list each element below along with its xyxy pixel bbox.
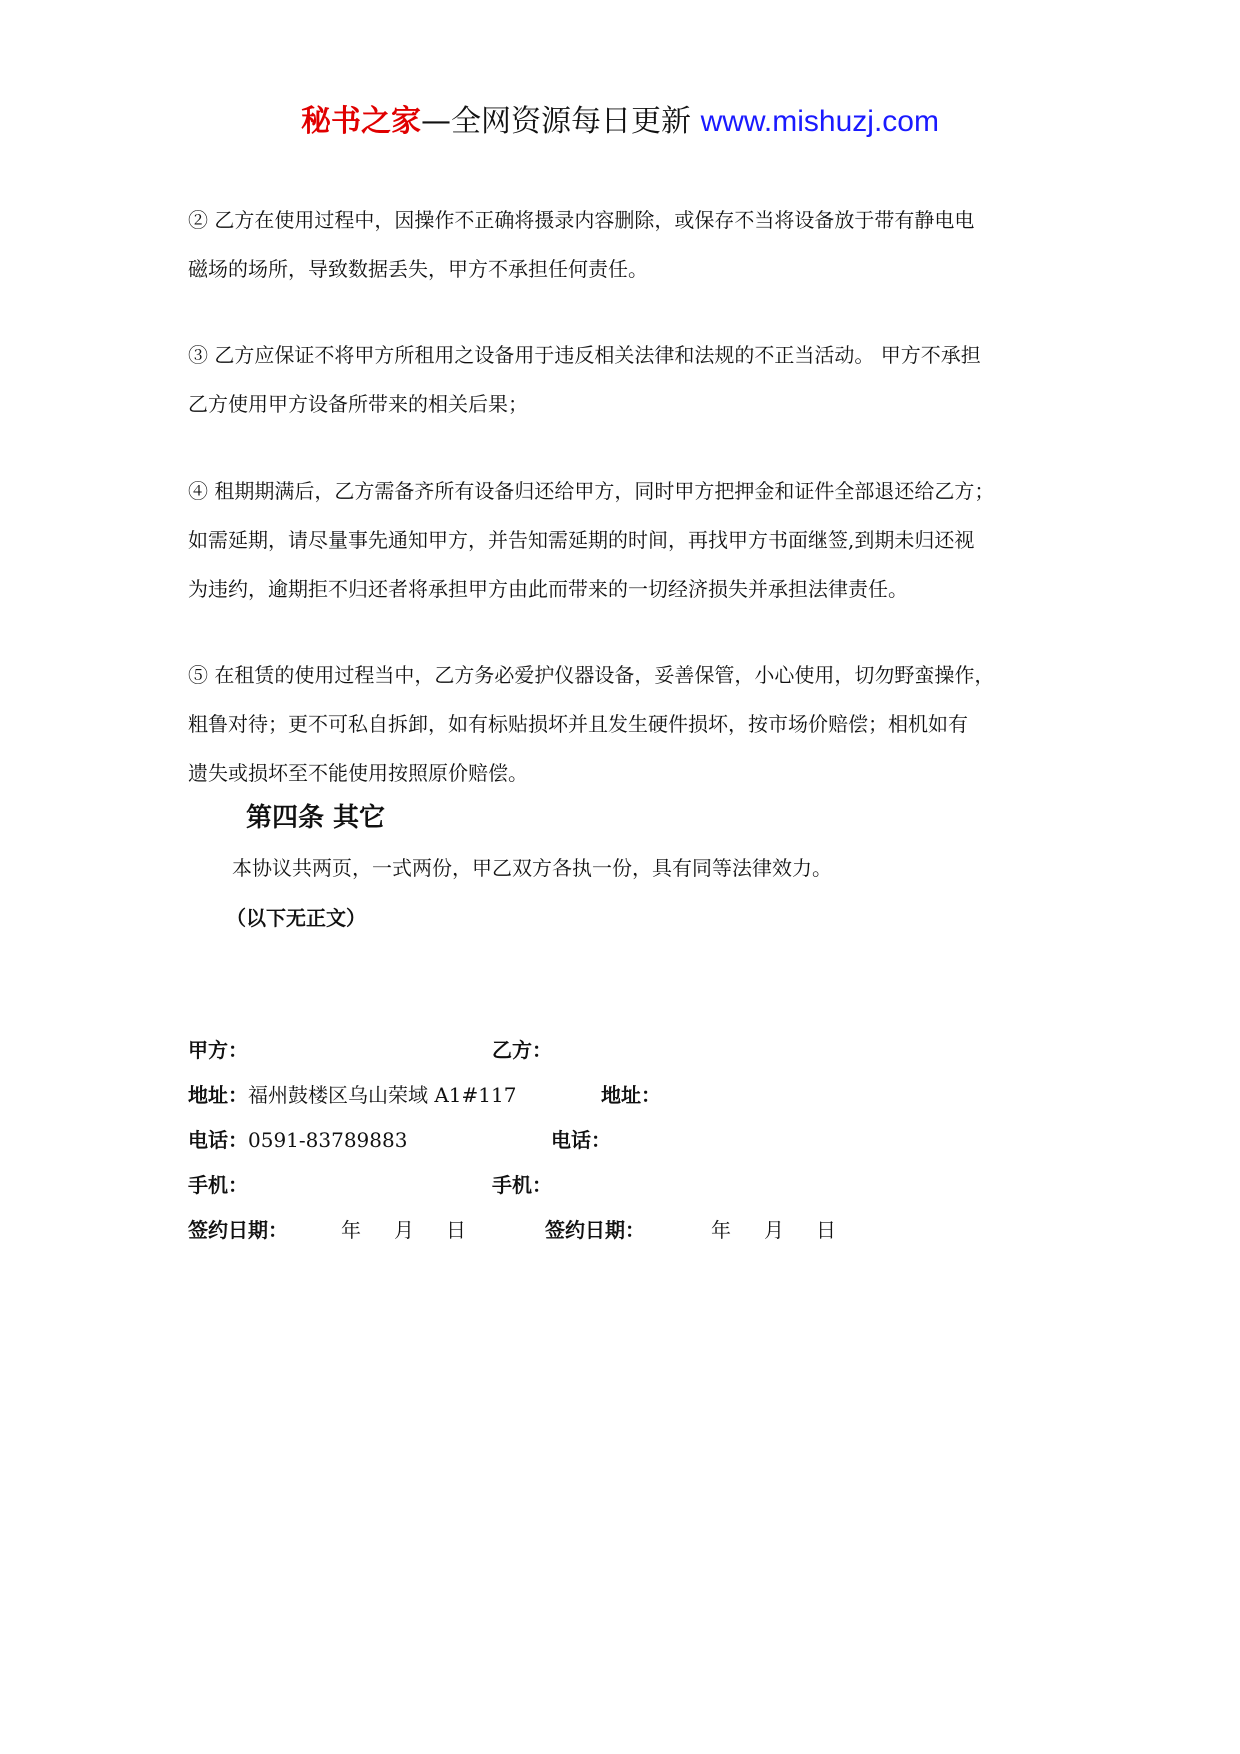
party-b-month: 月: [764, 1218, 784, 1242]
party-b-mobile-label: 手机：: [492, 1173, 552, 1197]
clause-4: [188, 467, 1058, 614]
party-b-label: 乙方：: [492, 1038, 552, 1062]
party-a-date-label: 签约日期：: [188, 1218, 288, 1242]
party-a-phone-label: 电话：: [188, 1128, 248, 1152]
clause-line: ② 乙方在使用过程中，因操作不正确将摄录内容删除，或保存不当将设备放于带有静电电: [188, 208, 975, 232]
party-b-date-row: [545, 1215, 645, 1245]
clause-line: 磁场的场所，导致数据丢失，甲方不承担任何责任。: [188, 257, 648, 281]
party-b-day: 日: [816, 1218, 836, 1242]
party-a-label: 甲方：: [188, 1038, 248, 1062]
party-a-month: 月: [394, 1218, 414, 1242]
party-b-label-row: [492, 1035, 552, 1065]
party-a-address-row: [188, 1080, 516, 1110]
party-a-phone-value: 0591-83789883: [248, 1128, 408, 1152]
clause-5: [188, 651, 1058, 798]
brand-name: 秘书之家: [301, 104, 422, 139]
party-a-mobile-label: 手机：: [188, 1173, 248, 1197]
header-slogan: —全网资源每日更新: [421, 104, 692, 139]
header-url: www.mishuzj.com: [700, 105, 939, 138]
party-a-year: 年: [341, 1218, 361, 1242]
clause-line: 为违约，逾期拒不归还者将承担甲方由此而带来的一切经济损失并承担法律责任。: [188, 577, 908, 601]
clause-line: 乙方使用甲方设备所带来的相关后果；: [188, 392, 528, 416]
party-a-date-row: [188, 1215, 288, 1245]
clause-line: 遗失或损坏至不能使用按照原价赔偿。: [188, 761, 528, 785]
party-b-phone-row: [551, 1125, 611, 1155]
party-b-address-row: [601, 1080, 661, 1110]
clause-line: ④ 租期期满后，乙方需备齐所有设备归还给甲方，同时甲方把押金和证件全部退还给乙方；: [188, 479, 995, 503]
clause-3: [188, 331, 1058, 429]
section-4-title: 第四条 其它: [246, 803, 386, 833]
clause-line: ③ 乙方应保证不将甲方所租用之设备用于违反相关法律和法规的不正当活动。 甲方不承担: [188, 343, 981, 367]
clause-line: 粗鲁对待；更不可私自拆卸，如有标贴损坏并且发生硬件损坏，按市场价赔偿；相机如有: [188, 712, 968, 736]
party-a-phone-row: [188, 1125, 407, 1155]
party-b-mobile-row: [492, 1170, 552, 1200]
party-a-address-value: 福州鼓楼区乌山荣域 A1#117: [248, 1083, 517, 1107]
party-b-phone-label: 电话：: [551, 1128, 611, 1152]
party-a-label-row: [188, 1035, 248, 1065]
section-4-body: 本协议共两页，一式两份，甲乙双方各执一份，具有同等法律效力。: [232, 856, 832, 880]
party-b-date-label: 签约日期：: [545, 1218, 645, 1242]
party-b-address-label: 地址：: [601, 1083, 661, 1107]
party-b-year: 年: [711, 1218, 731, 1242]
party-a-day: 日: [446, 1218, 466, 1242]
clause-line: ⑤ 在租赁的使用过程当中，乙方务必爱护仪器设备，妥善保管，小心使用，切勿野蛮操作，: [188, 663, 995, 687]
end-of-text-note: （以下无正文）: [226, 906, 366, 930]
page-header: [0, 100, 1240, 144]
party-a-address-label: 地址：: [188, 1083, 248, 1107]
clause-line: 如需延期，请尽量事先通知甲方，并告知需延期的时间，再找甲方书面继签,到期未归还视: [188, 528, 975, 552]
party-a-mobile-row: [188, 1170, 248, 1200]
clause-2: [188, 196, 1058, 294]
